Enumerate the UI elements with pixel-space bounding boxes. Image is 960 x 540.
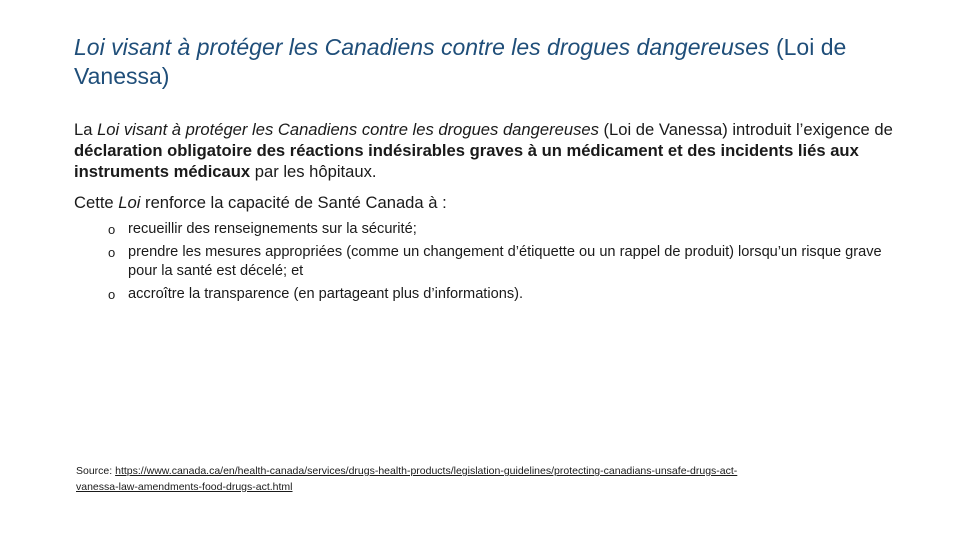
list-item-text: recueillir des renseignements sur la sécurité; xyxy=(128,221,417,237)
intro-after-law: (Loi de Vanessa) introduit l’exigence de xyxy=(598,120,893,139)
slide-title xyxy=(74,33,894,91)
intro-suffix: par les hôpitaux. xyxy=(250,162,377,181)
slide-title-italic: Loi visant à protéger les Canadiens contre les drogues dangereuses xyxy=(74,34,770,60)
bullet-marker: o xyxy=(108,244,116,260)
list-item xyxy=(108,285,908,305)
bullet-marker: o xyxy=(108,286,116,302)
source-citation xyxy=(76,463,776,495)
lead-suffix: renforce la capacité de Santé Canada à : xyxy=(140,193,447,212)
slide-title-suffix: (Loi de Vanessa) xyxy=(74,34,847,89)
source-label: Source: xyxy=(76,465,116,477)
lead-sentence xyxy=(74,192,447,213)
bullet-marker: o xyxy=(108,222,116,237)
list-item xyxy=(108,243,908,282)
capability-list xyxy=(108,220,908,307)
source-link[interactable]: https://www.canada.ca/en/health-canada/services/drugs-health-products/legislation-guidelines/protecting-canadians-unsafe-drugs-act-vanessa-law-amendments-food-drugs-act.html xyxy=(76,465,738,493)
intro-paragraph xyxy=(74,119,894,182)
list-item xyxy=(108,220,908,240)
lead-prefix: Cette xyxy=(74,193,119,212)
list-item-text: prendre les mesures appropriées (comme un changement d’étiquette ou un rappel de produit) lorsqu’un risque grave pour la santé est décelé; et xyxy=(128,243,882,279)
list-item-text: accroître la transparence (en partageant plus d’informations). xyxy=(128,285,524,302)
intro-prefix: La xyxy=(74,120,98,139)
intro-law-name: Loi visant à protéger les Canadiens contre les drogues dangereuses xyxy=(97,120,599,139)
intro-bold-requirement: déclaration obligatoire des réactions indésirables graves à un médicament et des incidents liés aux instruments médicaux xyxy=(74,141,859,181)
lead-loi: Loi xyxy=(118,193,141,212)
